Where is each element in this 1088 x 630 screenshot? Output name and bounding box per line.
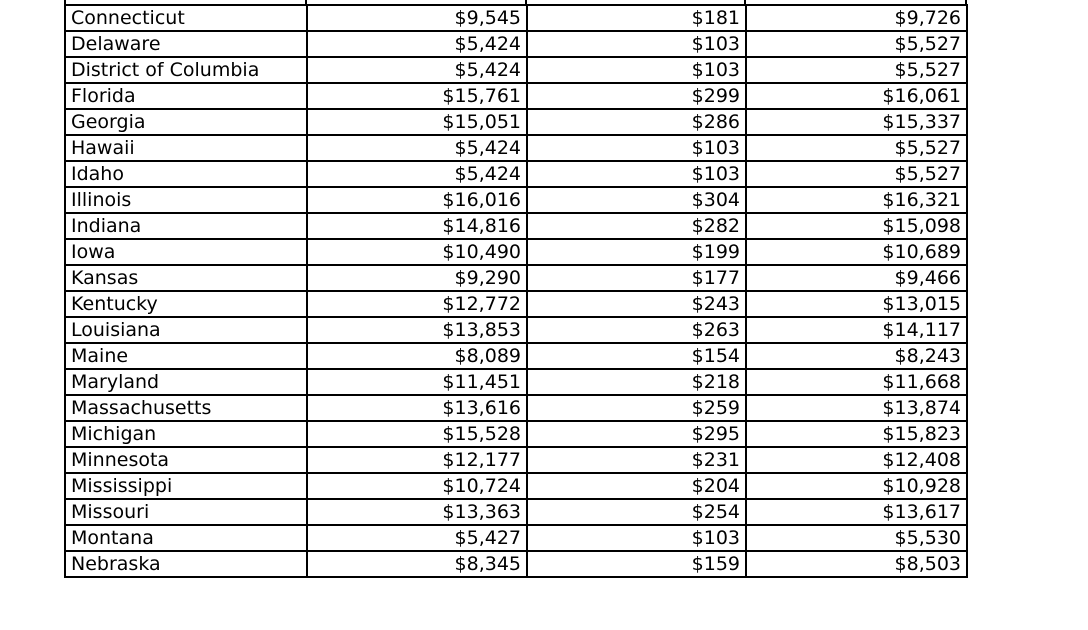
table-row xyxy=(65,187,967,213)
amount-cell: $5,424 xyxy=(307,31,527,57)
table-row xyxy=(65,135,967,161)
total-cell: $12,408 xyxy=(746,447,967,473)
fee-cell: $304 xyxy=(527,187,746,213)
table-row xyxy=(65,499,967,525)
state-name-cell: Nebraska xyxy=(65,551,307,577)
amount-cell: $5,424 xyxy=(307,135,527,161)
fee-cell: $154 xyxy=(527,343,746,369)
table-row xyxy=(65,317,967,343)
state-name-cell: Connecticut xyxy=(65,5,307,31)
total-cell: $13,617 xyxy=(746,499,967,525)
table-row xyxy=(65,421,967,447)
state-name-cell: Kansas xyxy=(65,265,307,291)
fee-cell: $254 xyxy=(527,499,746,525)
fee-cell: $218 xyxy=(527,369,746,395)
amount-cell: $15,051 xyxy=(307,109,527,135)
table-row xyxy=(65,5,967,31)
amount-cell: $12,177 xyxy=(307,447,527,473)
amount-cell: $10,724 xyxy=(307,473,527,499)
state-name-cell: Mississippi xyxy=(65,473,307,499)
table-row xyxy=(65,83,967,109)
amount-cell: $10,490 xyxy=(307,239,527,265)
table-body xyxy=(65,5,967,577)
total-cell: $5,527 xyxy=(746,135,967,161)
state-name-cell: Massachusetts xyxy=(65,395,307,421)
state-name-cell: Maryland xyxy=(65,369,307,395)
amount-cell: $13,363 xyxy=(307,499,527,525)
table-row xyxy=(65,265,967,291)
table-row xyxy=(65,447,967,473)
total-cell: $5,527 xyxy=(746,57,967,83)
amount-cell: $11,451 xyxy=(307,369,527,395)
state-name-cell: Delaware xyxy=(65,31,307,57)
state-name-cell: Michigan xyxy=(65,421,307,447)
fee-cell: $259 xyxy=(527,395,746,421)
fee-cell: $199 xyxy=(527,239,746,265)
state-name-cell: Louisiana xyxy=(65,317,307,343)
state-name-cell: Georgia xyxy=(65,109,307,135)
table-row xyxy=(65,291,967,317)
table-row xyxy=(65,57,967,83)
fee-cell: $243 xyxy=(527,291,746,317)
amount-cell: $15,761 xyxy=(307,83,527,109)
amount-cell: $8,345 xyxy=(307,551,527,577)
state-amounts-table xyxy=(64,4,968,578)
table-row xyxy=(65,109,967,135)
fee-cell: $159 xyxy=(527,551,746,577)
state-name-cell: District of Columbia xyxy=(65,57,307,83)
fee-cell: $181 xyxy=(527,5,746,31)
table-row xyxy=(65,239,967,265)
amount-cell: $14,816 xyxy=(307,213,527,239)
fee-cell: $282 xyxy=(527,213,746,239)
table-row xyxy=(65,395,967,421)
fee-cell: $231 xyxy=(527,447,746,473)
amount-cell: $9,290 xyxy=(307,265,527,291)
fee-cell: $103 xyxy=(527,161,746,187)
total-cell: $15,098 xyxy=(746,213,967,239)
state-name-cell: Florida xyxy=(65,83,307,109)
amount-cell: $13,616 xyxy=(307,395,527,421)
total-cell: $5,530 xyxy=(746,525,967,551)
amount-cell: $15,528 xyxy=(307,421,527,447)
amount-cell: $13,853 xyxy=(307,317,527,343)
fee-cell: $204 xyxy=(527,473,746,499)
amount-cell: $5,424 xyxy=(307,57,527,83)
total-cell: $16,061 xyxy=(746,83,967,109)
total-cell: $16,321 xyxy=(746,187,967,213)
amount-cell: $5,424 xyxy=(307,161,527,187)
state-name-cell: Illinois xyxy=(65,187,307,213)
amount-cell: $12,772 xyxy=(307,291,527,317)
table-row xyxy=(65,551,967,577)
fee-cell: $103 xyxy=(527,57,746,83)
total-cell: $5,527 xyxy=(746,31,967,57)
state-name-cell: Kentucky xyxy=(65,291,307,317)
fee-cell: $177 xyxy=(527,265,746,291)
amount-cell: $5,427 xyxy=(307,525,527,551)
table-row xyxy=(65,161,967,187)
table-row xyxy=(65,525,967,551)
total-cell: $5,527 xyxy=(746,161,967,187)
state-name-cell: Hawaii xyxy=(65,135,307,161)
total-cell: $11,668 xyxy=(746,369,967,395)
state-name-cell: Maine xyxy=(65,343,307,369)
total-cell: $10,928 xyxy=(746,473,967,499)
amount-cell: $16,016 xyxy=(307,187,527,213)
total-cell: $8,503 xyxy=(746,551,967,577)
total-cell: $13,874 xyxy=(746,395,967,421)
fee-cell: $103 xyxy=(527,525,746,551)
total-cell: $9,466 xyxy=(746,265,967,291)
table-row xyxy=(65,31,967,57)
table-row xyxy=(65,213,967,239)
fee-cell: $263 xyxy=(527,317,746,343)
table-row xyxy=(65,343,967,369)
amount-cell: $9,545 xyxy=(307,5,527,31)
amount-cell: $8,089 xyxy=(307,343,527,369)
fee-cell: $103 xyxy=(527,135,746,161)
total-cell: $13,015 xyxy=(746,291,967,317)
table-row xyxy=(65,369,967,395)
fee-cell: $299 xyxy=(527,83,746,109)
state-name-cell: Idaho xyxy=(65,161,307,187)
state-name-cell: Minnesota xyxy=(65,447,307,473)
total-cell: $15,337 xyxy=(746,109,967,135)
fee-cell: $286 xyxy=(527,109,746,135)
total-cell: $14,117 xyxy=(746,317,967,343)
total-cell: $8,243 xyxy=(746,343,967,369)
state-name-cell: Iowa xyxy=(65,239,307,265)
total-cell: $10,689 xyxy=(746,239,967,265)
total-cell: $15,823 xyxy=(746,421,967,447)
state-name-cell: Missouri xyxy=(65,499,307,525)
fee-cell: $103 xyxy=(527,31,746,57)
table-row xyxy=(65,473,967,499)
total-cell: $9,726 xyxy=(746,5,967,31)
state-name-cell: Montana xyxy=(65,525,307,551)
fee-cell: $295 xyxy=(527,421,746,447)
state-name-cell: Indiana xyxy=(65,213,307,239)
